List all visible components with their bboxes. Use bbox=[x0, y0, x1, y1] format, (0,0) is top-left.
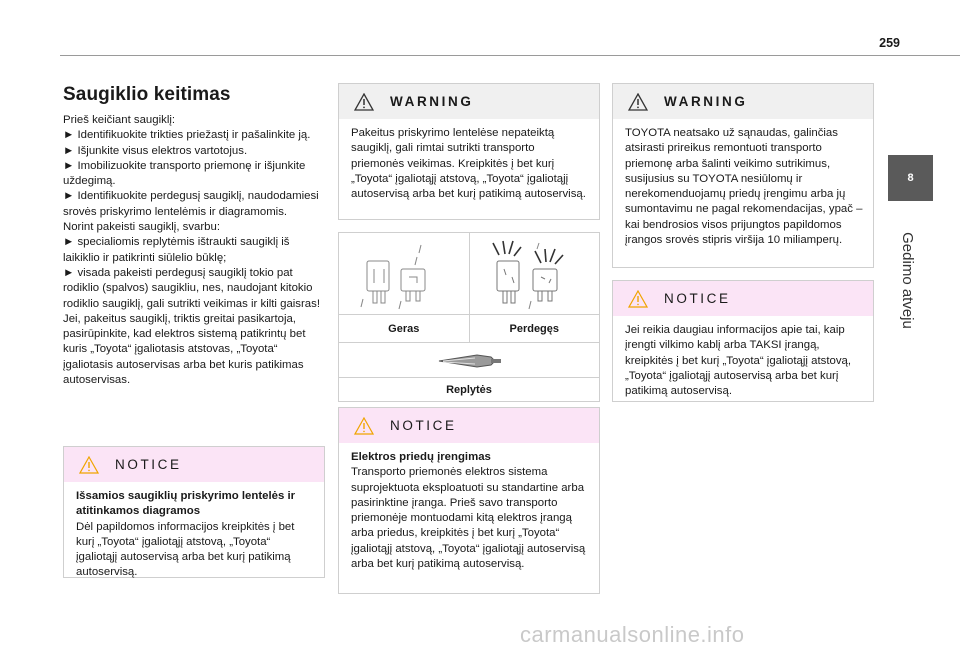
notice-heading: Išsamios saugiklių priskyrimo lentelės ir atitinkamos diagramos bbox=[76, 490, 296, 518]
warning-box-fuse bbox=[338, 83, 600, 220]
fuse-good-label: Geras bbox=[339, 314, 469, 342]
chapter-title-text: Gedimo atveju bbox=[899, 231, 916, 329]
notice-box-diagrams bbox=[63, 446, 325, 578]
notice-body bbox=[339, 443, 599, 580]
notice-text: Dėl papildomos informacijos kreipkitės į bet kurį „Toyota“ įgaliotąjį atstovą, „Toyota“ įgaliotąjį autoservisą arba bet kurį patikimą autoservisą. bbox=[76, 520, 295, 579]
notice-warning-icon bbox=[628, 290, 648, 308]
body-line: ► Išjunkite visus elektros vartotojus. bbox=[63, 144, 248, 157]
notice-warning-icon bbox=[79, 456, 99, 474]
notice-text: Transporto priemonės elektros sistema suprojektuota eksploatuoti su standartine arba pasirinktine įranga. Prieš savo transporto priemonėje montuodami kitą elektros įrangą arba priedus, kreipkitės į bet kurį „Toyota“ įgaliotąjį atstovą, „Toyota“ įgaliotąjį autoservisą arba bet kurį patikimą autoservisą. bbox=[351, 466, 586, 571]
body-line: ► Identifikuokite trikties priežastį ir pašalinkite ją. bbox=[63, 129, 311, 142]
good-fuse-icon bbox=[349, 239, 459, 311]
chapter-tab[interactable]: 8 bbox=[888, 155, 933, 201]
section-title: Saugiklio keitimas bbox=[63, 84, 231, 105]
notice-header bbox=[339, 408, 599, 443]
watermark: carmanualsonline.info bbox=[520, 622, 745, 647]
notice-label: NOTICE bbox=[390, 418, 457, 433]
notice-label: NOTICE bbox=[664, 291, 731, 306]
warning-icon bbox=[354, 93, 374, 111]
tweezers-illustration bbox=[339, 347, 599, 375]
body-line: Norint pakeisti saugiklį, svarbu: bbox=[63, 221, 221, 234]
notice-heading: Elektros priedų įrengimas bbox=[351, 451, 491, 463]
fuse-blown-cell bbox=[469, 233, 600, 342]
notice-warning-icon bbox=[354, 417, 374, 435]
warning-box-liability bbox=[612, 83, 874, 268]
section-body bbox=[63, 113, 325, 388]
body-line: Jei, pakeitus saugiklį, triktis greitai pasikartoja, pasirūpinkite, kad elektros sistemą patikrintų bet kuris „Toyota“ įgaliotasis atstovas, „Toyota“ įgaliotasis autoservisas arba bet kuris patikimas autoservisas. bbox=[63, 312, 306, 387]
blown-fuse-icon bbox=[479, 239, 589, 311]
warning-body: Pakeitus priskyrimo lentelėse nepateiktą saugiklį, gali rimtai sutrikti transporto priemonės veikimas. Kreipkitės į bet kurį „Toyota“ įgaliotąjį atstovą, „Toyota“ įgaliotąjį autoservisą arba bet kurį patikimą autoservisą. bbox=[351, 127, 586, 201]
chapter-title bbox=[885, 210, 930, 350]
header-divider bbox=[60, 55, 960, 56]
body-line: ► Imobilizuokite transporto priemonę ir išjunkite uždegimą. bbox=[63, 159, 306, 188]
warning-body: TOYOTA neatsako už sąnaudas, galinčias atsirasti prireikus remontuoti transporto priemonę arba šalinti veikimo sutrikimus, susijusius su TOYOTA nesiūlomų ir nerekomenduojamų priedų įrengimu arba jų sumontavimu ne pagal rekomendacijas, ypač – kai bendrosios visos prijungtos papildomos įrangos srovės stipris viršija 10 miliamperų. bbox=[625, 127, 863, 247]
body-line: ► visada pakeisti perdegusį saugiklį tokio pat rodiklio (spalvos) saugikliu, nes, naudojant kitokio rodiklio saugiklį, gali sutrikti veikimas ir kilti gaisras! bbox=[63, 266, 320, 310]
tool-row bbox=[339, 343, 599, 402]
body-line: ► specialiomis replytėmis ištraukti saugiklį iš laikiklio ir patikrinti siūlelio būklę; bbox=[63, 236, 290, 264]
notice-header bbox=[613, 281, 873, 316]
notice-label: NOTICE bbox=[115, 457, 182, 472]
fuse-good-cell bbox=[339, 233, 469, 342]
notice-box-towbar bbox=[612, 280, 874, 402]
fuse-row bbox=[339, 233, 599, 343]
tool-label: Replytės bbox=[339, 377, 599, 402]
warning-label: WARNING bbox=[390, 94, 474, 109]
tweezers-icon bbox=[429, 347, 509, 375]
notice-box-accessories bbox=[338, 407, 600, 594]
page-number: 259 bbox=[879, 36, 900, 50]
fuse-illustration-table bbox=[338, 232, 600, 402]
warning-icon bbox=[628, 93, 648, 111]
body-line: ► Identifikuokite perdegusį saugiklį, naudodamiesi srovės priskyrimo lentelėmis ir diagramomis. bbox=[63, 190, 319, 218]
fuse-blown-label: Perdegęs bbox=[470, 314, 600, 342]
good-fuse-illustration bbox=[339, 239, 469, 311]
warning-header bbox=[339, 84, 599, 119]
notice-body: Jei reikia daugiau informacijos apie tai, kaip įrengti vilkimo kablį arba TAKSI įrangą, kreipkitės į bet kurį „Toyota“ įgaliotąjį atstovą, „Toyota“ įgaliotąjį autoservisą arba bet kurį patikimą autoservisą. bbox=[625, 324, 852, 398]
notice-body bbox=[64, 482, 324, 589]
body-line: Prieš keičiant saugiklį: bbox=[63, 114, 176, 126]
notice-header bbox=[64, 447, 324, 482]
warning-header bbox=[613, 84, 873, 119]
blown-fuse-illustration bbox=[470, 239, 600, 311]
warning-label: WARNING bbox=[664, 94, 748, 109]
main-section bbox=[63, 84, 325, 388]
